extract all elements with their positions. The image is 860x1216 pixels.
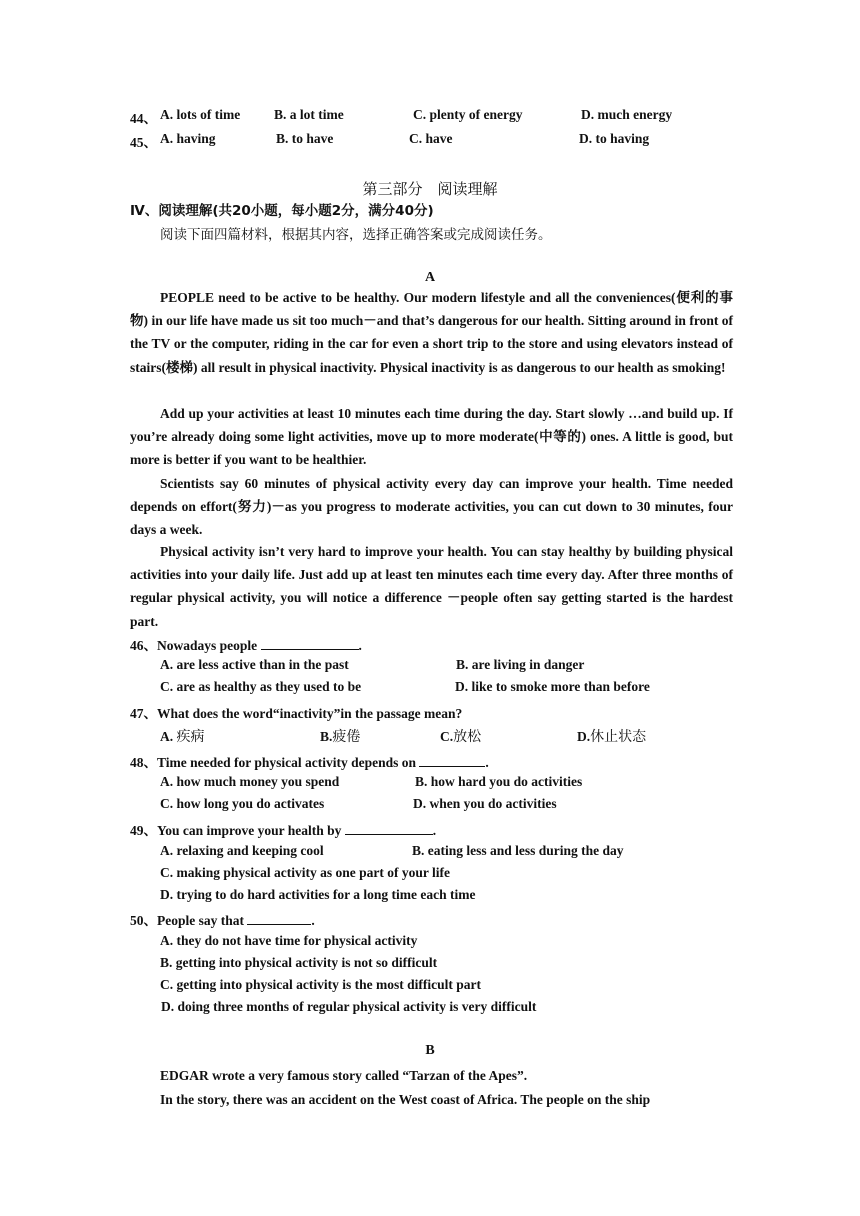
option-text: 疲倦	[332, 729, 361, 745]
option-d	[577, 726, 646, 746]
option-text: 放松	[453, 729, 482, 745]
passage-a-paragraph-3: Scientists say 60 minutes of physical activity every day can improve your health. Time needed depends on effort(努力)－as you progress to moderate activities, you can cut down to 30 minutes, four days a week.	[130, 476, 733, 538]
question-46	[130, 634, 362, 654]
question-stem: You can improve your health by	[157, 823, 345, 838]
option-a: A. how much money you spend	[160, 774, 340, 789]
question-49	[130, 819, 436, 839]
option-letter: D.	[577, 729, 591, 744]
question-number: 48、	[130, 755, 157, 770]
option-a: A. they do not have time for physical activity	[160, 933, 418, 948]
question-stem: Time needed for physical activity depends on	[157, 755, 420, 770]
question-50	[130, 909, 315, 929]
answer-blank	[261, 637, 359, 650]
answer-blank	[419, 754, 485, 767]
part-title: 第三部分 阅读理解	[362, 180, 498, 198]
passage-label-a: A	[424, 270, 436, 285]
option-d: D. when you do activities	[413, 796, 557, 811]
question-47	[130, 702, 462, 722]
option-b	[320, 726, 360, 746]
answer-blank	[345, 822, 433, 835]
option-text: 休止状态	[590, 729, 647, 745]
option-d: D. to having	[579, 131, 650, 146]
option-letter: B.	[320, 729, 333, 744]
option-d: D. trying to do hard activities for a long time each time	[160, 887, 476, 902]
question-number: 44、	[130, 111, 157, 126]
passage-a-paragraph-2: Add up your activities at least 10 minutes each time during the day. Start slowly …and build up. If you’re already doing some light activities, move up to more moderate(中等的) ones. A little is good, but more is better if you want to be healthier.	[130, 406, 733, 468]
option-letter: C.	[440, 729, 454, 744]
question-end: .	[432, 823, 437, 838]
question-number: 49、	[130, 823, 157, 838]
question-stem: People say that	[157, 913, 248, 928]
question-end: .	[358, 638, 362, 653]
option-c: C. how long you do activates	[160, 796, 325, 811]
passage-a-paragraph-1: PEOPLE need to be active to be healthy. Our modern lifestyle and all the conveniences(便利的事物) in our life have made us sit too much－and that’s dangerous for our health. Sitting around in front of the TV or the computer, riding in the car for even a short trip to the store and using elevators instead of stairs(楼梯) all result in physical inactivity. Physical inactivity is as dangerous to our health as smoking!	[130, 290, 733, 375]
passage-b-line-2: In the story, there was an accident on the West coast of Africa. The people on the ship	[160, 1092, 651, 1107]
option-b: B. eating less and less during the day	[412, 843, 624, 858]
question-number: 45、	[130, 135, 157, 150]
option-text: 疾病	[176, 729, 205, 745]
option-d: D. doing three months of regular physical activity is very difficult	[161, 999, 537, 1014]
option-c: C. getting into physical activity is the most difficult part	[160, 977, 481, 992]
section-instruction: 阅读下面四篇材料，根据其内容，选择正确答案或完成阅读任务。	[160, 227, 552, 243]
option-c	[440, 726, 481, 746]
option-b: B. to have	[276, 131, 334, 146]
question-stem: What does the word“inactivity”in the passage mean?	[157, 706, 463, 721]
passage-label-b: B	[425, 1043, 435, 1058]
option-a: A. relaxing and keeping cool	[160, 843, 324, 858]
option-a: A. lots of time	[160, 107, 241, 122]
question-stem: Nowadays people	[157, 638, 261, 653]
option-c: C. are as healthy as they used to be	[160, 679, 362, 694]
section-heading: Ⅳ、阅读理解(共20小题，每小题2分，满分40分)	[130, 203, 434, 219]
passage-b-line-1: EDGAR wrote a very famous story called “Tarzan of the Apes”.	[160, 1068, 528, 1083]
option-d: D. like to smoke more than before	[455, 679, 650, 694]
option-a	[160, 726, 205, 746]
passage-a-paragraph-4: Physical activity isn’t very hard to improve your health. You can stay healthy by building physical activities into your daily life. Just add up at least ten minutes each time every day. After three months of regular physical activity, you will notice a difference －people often say getting started is the hardest part.	[130, 544, 733, 629]
question-end: .	[485, 755, 489, 770]
option-a: A. having	[160, 131, 216, 146]
option-letter: A.	[160, 729, 177, 744]
option-a: A. are less active than in the past	[160, 657, 349, 672]
question-end: .	[311, 913, 315, 928]
option-c: C. have	[409, 131, 453, 146]
option-b: B. getting into physical activity is not so difficult	[160, 955, 438, 970]
option-c: C. making physical activity as one part of your life	[160, 865, 450, 880]
question-48	[130, 751, 489, 771]
option-b: B. are living in danger	[456, 657, 585, 672]
option-b: B. a lot time	[274, 107, 344, 122]
option-b: B. how hard you do activities	[415, 774, 583, 789]
question-number: 50、	[130, 913, 157, 928]
answer-blank	[247, 912, 311, 925]
question-number: 46、	[130, 638, 157, 653]
option-c: C. plenty of energy	[413, 107, 523, 122]
question-number: 47、	[130, 706, 157, 721]
option-d: D. much energy	[581, 107, 673, 122]
